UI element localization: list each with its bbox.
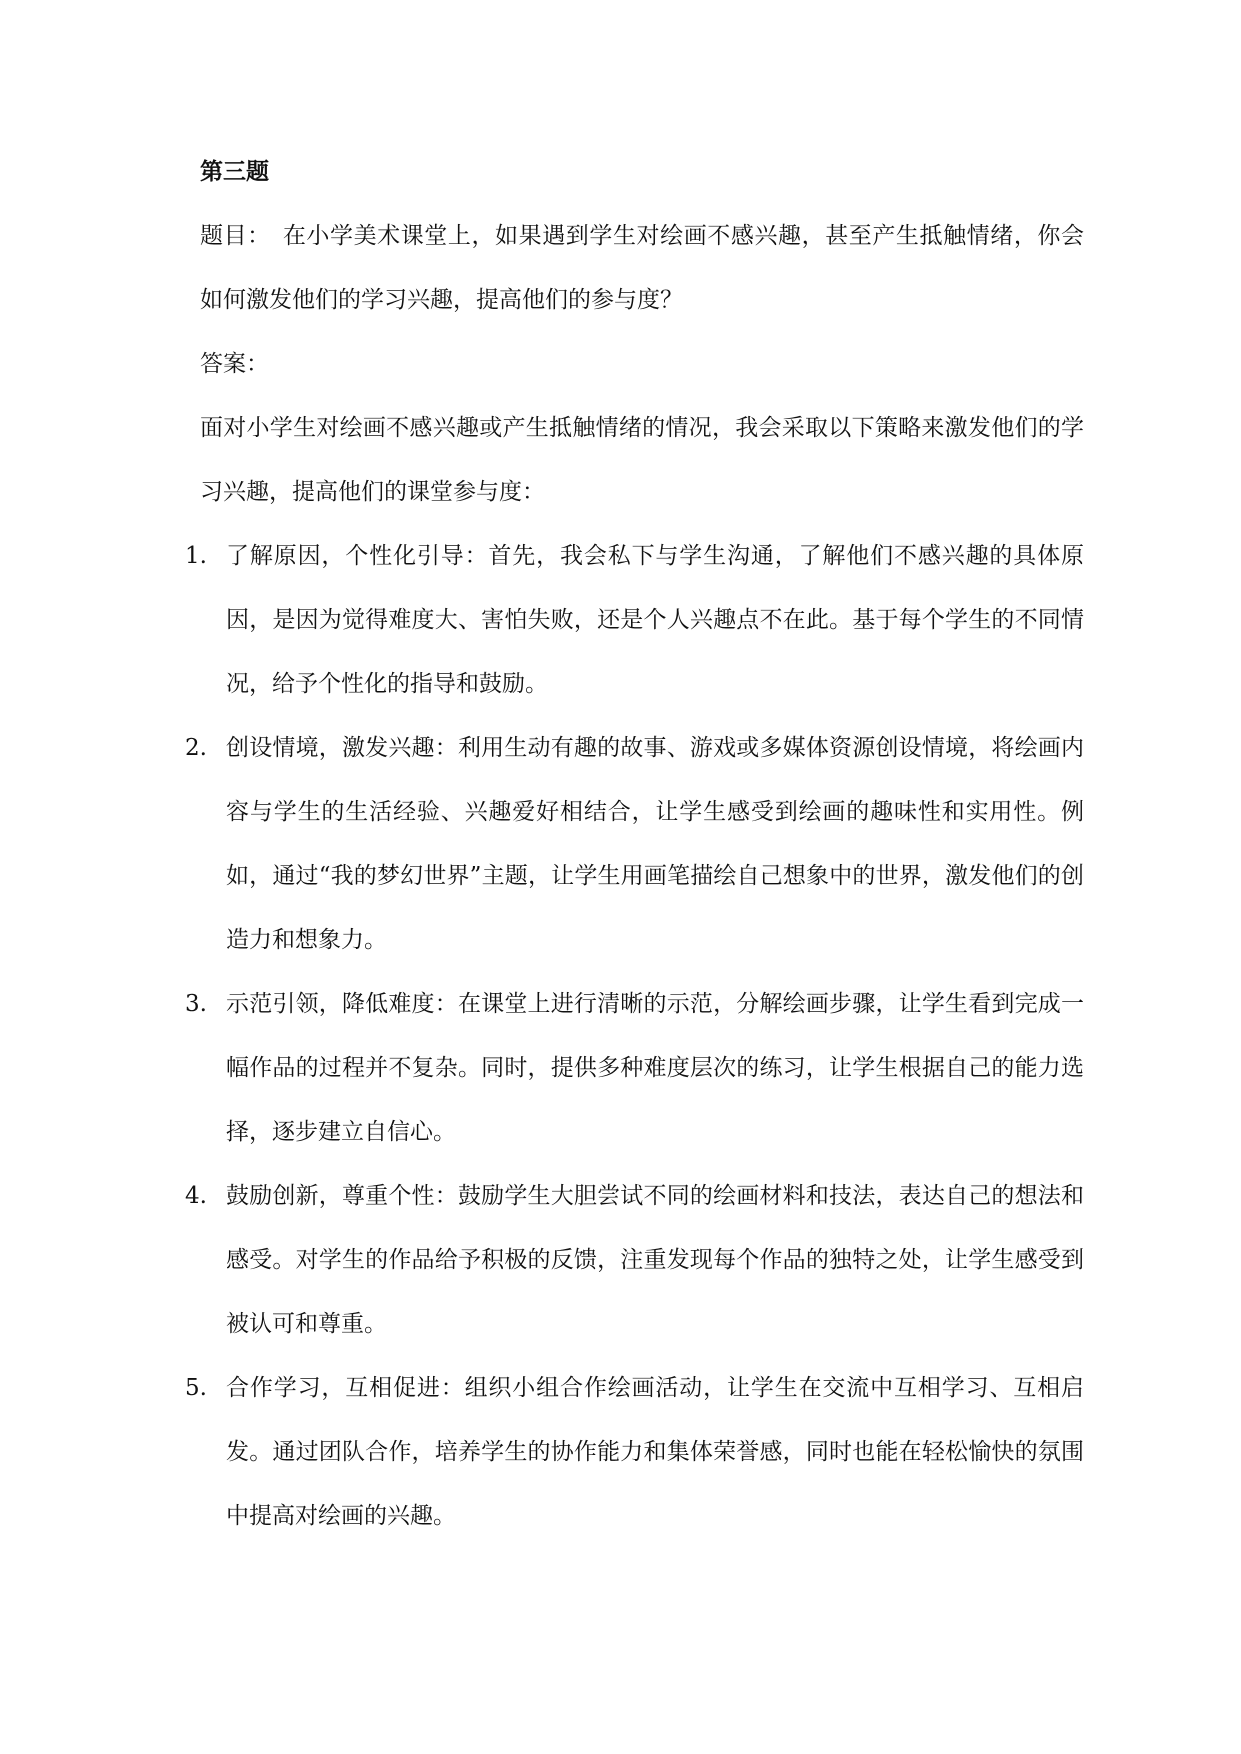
list-item [185,1356,1084,1548]
document-content [185,140,1084,1548]
list-item-text: 了解原因，个性化引导：首先，我会私下与学生沟通，了解他们不感兴趣的具体原因，是因为觉得难度大、害怕失败，还是个人兴趣点不在此。基于每个学生的不同情况，给予个性化的指导和鼓励。 [226,543,1084,697]
list-item-number: 1. [185,543,207,569]
list-item-number: 2. [185,735,207,761]
list-item-text: 创设情境，激发兴趣：利用生动有趣的故事、游戏或多媒体资源创设情境，将绘画内容与学生的生活经验、兴趣爱好相结合，让学生感受到绘画的趣味性和实用性。例如，通过“我的梦幻世界”主题，让学生用画笔描绘自己想象中的世界，激发他们的创造力和想象力。 [226,735,1084,953]
list-item [185,1164,1084,1356]
list-item-number: 3. [185,991,207,1017]
list-item-number: 4. [185,1183,207,1209]
list-item [185,972,1084,1164]
list-item-number: 5. [185,1375,207,1401]
question-text: 题目： 在小学美术课堂上，如果遇到学生对绘画不感兴趣，甚至产生抵触情绪，你会如何激发他们的学习兴趣，提高他们的参与度？ [200,223,1084,313]
document-title: 第三题 [200,159,269,185]
strategy-list [185,524,1084,1548]
answer-intro: 面对小学生对绘画不感兴趣或产生抵触情绪的情况，我会采取以下策略来激发他们的学习兴趣，提高他们的课堂参与度： [200,415,1084,505]
list-item [185,524,1084,716]
list-item-text: 鼓励创新，尊重个性：鼓励学生大胆尝试不同的绘画材料和技法，表达自己的想法和感受。对学生的作品给予积极的反馈，注重发现每个作品的独特之处，让学生感受到被认可和尊重。 [226,1183,1084,1337]
list-item-text: 合作学习，互相促进：组织小组合作绘画活动，让学生在交流中互相学习、互相启发。通过团队合作，培养学生的协作能力和集体荣誉感，同时也能在轻松愉快的氛围中提高对绘画的兴趣。 [226,1375,1084,1529]
list-item [185,716,1084,972]
list-item-text: 示范引领，降低难度：在课堂上进行清晰的示范，分解绘画步骤，让学生看到完成一幅作品的过程并不复杂。同时，提供多种难度层次的练习，让学生根据自己的能力选择，逐步建立自信心。 [226,991,1084,1145]
answer-label: 答案： [200,351,269,377]
